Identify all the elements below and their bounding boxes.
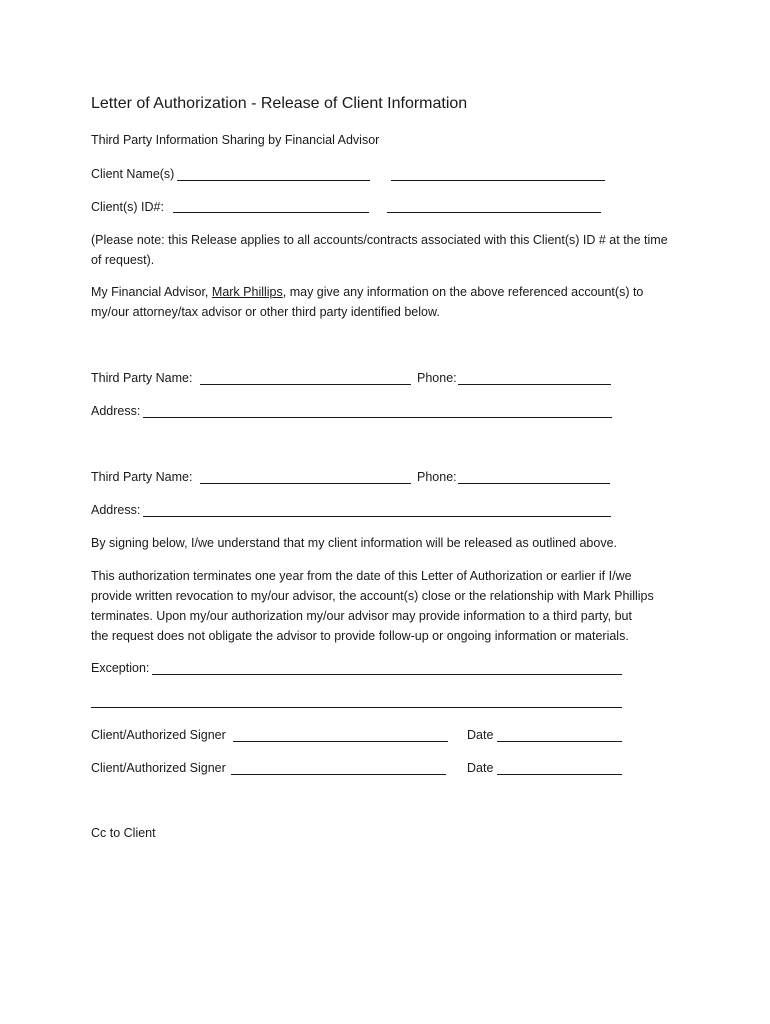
advisor-name: Mark Phillips xyxy=(211,285,283,299)
signer-label-2: Client/Authorized Signer xyxy=(91,761,226,775)
address-label-2: Address: xyxy=(91,503,141,517)
advisor-prefix: My Financial Advisor, xyxy=(91,285,209,299)
exception-label: Exception: xyxy=(91,661,150,675)
termination-line-1: This authorization terminates one year from the date of this Letter of Authorization or earlier if I/we xyxy=(91,569,632,583)
date-field-1[interactable] xyxy=(497,741,622,742)
address-field-2[interactable] xyxy=(143,516,611,517)
signer-field-2[interactable] xyxy=(231,774,446,775)
signer-field-1[interactable] xyxy=(233,741,448,742)
exception-field-1[interactable] xyxy=(152,674,622,675)
client-id-field-1[interactable] xyxy=(173,212,369,213)
signing-statement: By signing below, I/we understand that my client information will be released as outlined above. xyxy=(91,536,617,550)
document-subtitle: Third Party Information Sharing by Financial Advisor xyxy=(91,133,380,147)
phone-label-1: Phone: xyxy=(417,371,457,385)
termination-line-3: terminates. Upon my/our authorization my/our advisor may provide information to a third party, but xyxy=(91,609,632,623)
client-id-field-2[interactable] xyxy=(387,212,601,213)
date-label-2: Date xyxy=(467,761,494,775)
termination-line-4: the request does not obligate the advisor to provide follow-up or ongoing information or materials. xyxy=(91,629,629,643)
phone-field-2[interactable] xyxy=(458,483,610,484)
advisor-suffix: , may give any information on the above referenced account(s) to xyxy=(282,285,644,299)
exception-field-2[interactable] xyxy=(91,707,622,708)
third-party-name-field-2[interactable] xyxy=(200,483,411,484)
address-label-1: Address: xyxy=(91,404,141,418)
note-line-1: (Please note: this Release applies to all accounts/contracts associated with this Client(s) ID # at the time xyxy=(91,233,668,247)
document-title: Letter of Authorization - Release of Client Information xyxy=(91,95,468,112)
date-field-2[interactable] xyxy=(497,774,622,775)
third-party-name-field-1[interactable] xyxy=(200,384,411,385)
third-party-name-label-1: Third Party Name: xyxy=(91,371,193,385)
client-id-label: Client(s) ID#: xyxy=(91,200,164,214)
note-line-2: of request). xyxy=(91,253,155,267)
advisor-line-2: my/our attorney/tax advisor or other third party identified below. xyxy=(91,305,440,319)
termination-line-2: provide written revocation to my/our advisor, the account(s) close or the relationship with Mark Phillips xyxy=(91,589,654,603)
cc-to-client: Cc to Client xyxy=(91,826,156,840)
client-name-label: Client Name(s) xyxy=(91,167,175,181)
advisor-line-1 xyxy=(91,282,643,302)
signer-label-1: Client/Authorized Signer xyxy=(91,728,226,742)
date-label-1: Date xyxy=(467,728,494,742)
address-field-1[interactable] xyxy=(143,417,612,418)
third-party-name-label-2: Third Party Name: xyxy=(91,470,193,484)
phone-field-1[interactable] xyxy=(458,384,611,385)
client-name-field-2[interactable] xyxy=(391,180,605,181)
client-name-field-1[interactable] xyxy=(177,180,370,181)
phone-label-2: Phone: xyxy=(417,470,457,484)
